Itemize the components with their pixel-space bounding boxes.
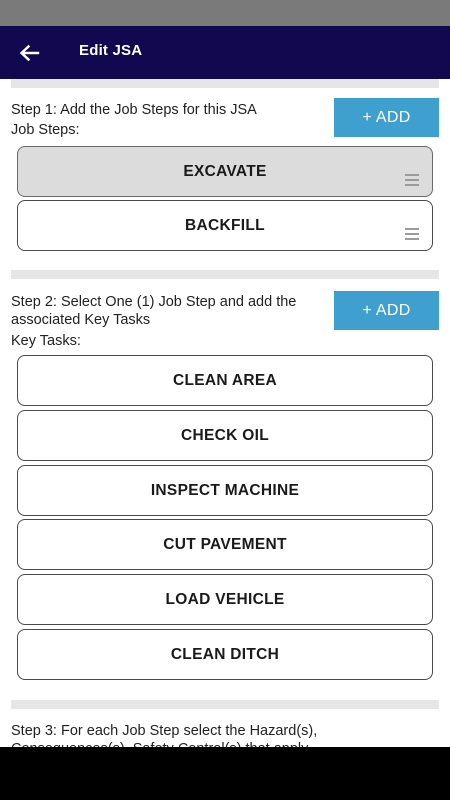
key-task-check-oil[interactable] xyxy=(17,410,433,461)
app-bar xyxy=(0,26,450,79)
key-task-clean-area[interactable] xyxy=(17,355,433,406)
section-divider xyxy=(11,700,439,709)
key-task-cut-pavement[interactable] xyxy=(17,519,433,570)
job-step-label: EXCAVATE xyxy=(183,162,267,180)
add-job-step-label: + ADD xyxy=(362,108,411,126)
drag-handle-icon[interactable] xyxy=(405,174,419,186)
add-job-step-button[interactable] xyxy=(334,98,439,137)
drag-handle-icon[interactable] xyxy=(405,228,419,240)
step1-instruction: Step 1: Add the Job Steps for this JSA xyxy=(11,102,257,118)
key-task-label: INSPECT MACHINE xyxy=(150,481,300,499)
job-step-backfill[interactable] xyxy=(17,200,433,251)
back-button[interactable] xyxy=(14,39,44,67)
add-key-task-button[interactable] xyxy=(334,291,439,330)
section-divider xyxy=(11,79,439,88)
system-nav-bar xyxy=(0,747,450,800)
job-step-excavate[interactable] xyxy=(17,146,433,197)
status-bar xyxy=(0,0,450,26)
edit-jsa-content[interactable] xyxy=(0,79,450,747)
key-task-label: CUT PAVEMENT xyxy=(163,535,287,553)
job-step-label: BACKFILL xyxy=(185,216,265,234)
step2-instruction: Step 2: Select One (1) Job Step and add the associated Key Tasks xyxy=(11,294,297,328)
key-task-load-vehicle[interactable] xyxy=(17,574,433,625)
key-task-label: CLEAN AREA xyxy=(172,371,278,389)
page-title: Edit JSA xyxy=(79,42,143,59)
step3-instruction: Step 3: For each Job Step select the Hazard(s), xyxy=(11,723,318,739)
add-key-task-label: + ADD xyxy=(362,301,411,319)
key-tasks-label: Key Tasks: xyxy=(11,333,81,349)
job-steps-label: Job Steps: xyxy=(11,122,80,138)
arrow-left-icon xyxy=(19,44,39,62)
key-task-label: CHECK OIL xyxy=(181,426,269,444)
key-task-label: CLEAN DITCH xyxy=(170,645,280,663)
key-task-label: LOAD VEHICLE xyxy=(165,590,285,608)
key-task-clean-ditch[interactable] xyxy=(17,629,433,680)
key-task-inspect-machine[interactable] xyxy=(17,465,433,516)
section-divider xyxy=(11,270,439,279)
